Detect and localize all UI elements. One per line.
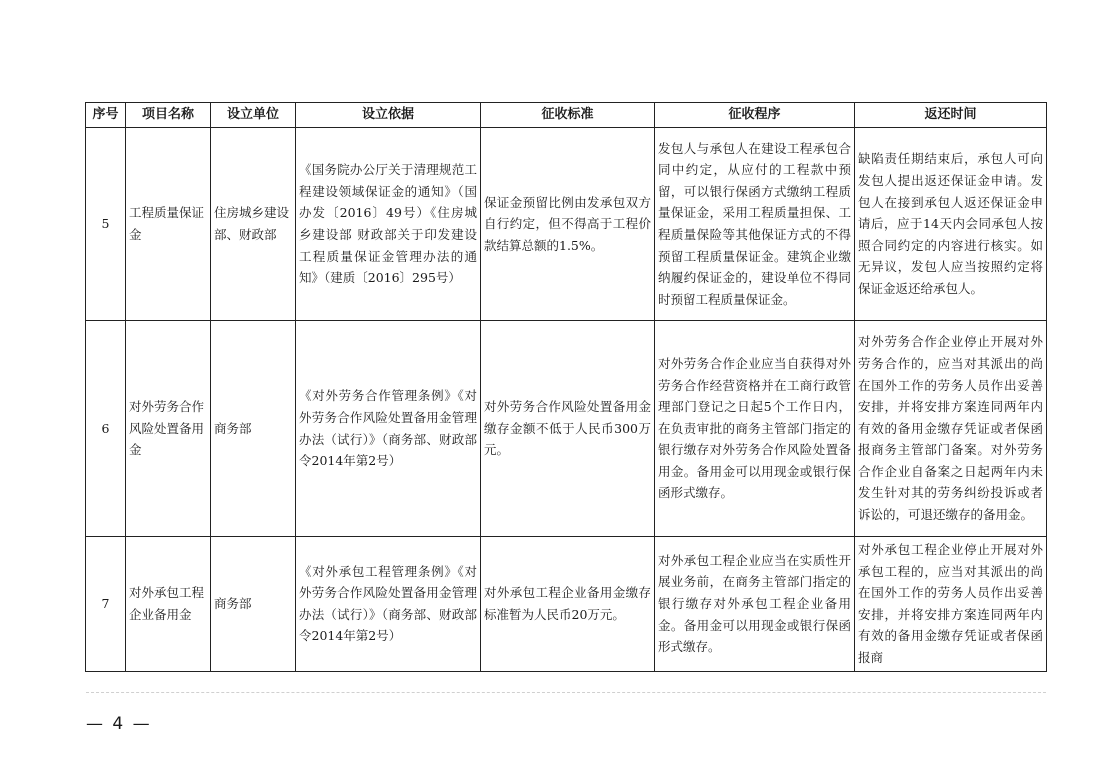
header-name: 项目名称 [126,103,211,128]
cell-procedure: 发包人与承包人在建设工程承包合同中约定，从应付的工程款中预留，可以银行保函方式缴纳工程质量保证金，采用工程质量担保、工程质量保险等其他保证方式的不得预留工程质量保证金。建筑企业缴纳履约保证金的，建设单位不得同时预留工程质量保证金。 [655,128,855,321]
cell-no: 7 [86,537,126,672]
cell-no: 6 [86,321,126,537]
header-procedure: 征收程序 [655,103,855,128]
cell-return-time: 对外承包工程企业停止开展对外承包工程的，应当对其派出的尚在国外工作的劳务人员作出妥善安排，并将安排方案连同两年内有效的备用金缴存凭证或者保函报商 [855,537,1047,672]
cell-unit: 住房城乡建设部、财政部 [211,128,296,321]
cell-return-time: 对外劳务合作企业停止开展对外劳务合作的，应当对其派出的尚在国外工作的劳务人员作出妥善安排，并将安排方案连同两年内有效的备用金缴存凭证或者保函报商务主管部门备案。对外劳务合作企业自备案之日起两年内未发生针对其的劳务纠纷投诉或者诉讼的，可退还缴存的备用金。 [855,321,1047,537]
cell-procedure: 对外承包工程企业应当在实质性开展业务前，在商务主管部门指定的银行缴存对外承包工程企业备用金。备用金可以用现金或银行保函形式缴存。 [655,537,855,672]
cell-basis: 《对外承包工程管理条例》《对外劳务合作风险处置备用金管理办法（试行）》（商务部、财政部令2014年第2号） [296,537,481,672]
header-basis: 设立依据 [296,103,481,128]
header-standard: 征收标准 [481,103,655,128]
page-number: — 4 — [86,714,152,734]
cell-standard: 保证金预留比例由发承包双方自行约定，但不得高于工程价款结算总额的1.5%。 [481,128,655,321]
cell-unit: 商务部 [211,537,296,672]
cell-no: 5 [86,128,126,321]
fee-table [85,102,1047,672]
cell-name: 工程质量保证金 [126,128,211,321]
header-return-time: 返还时间 [855,103,1047,128]
page-bottom-divider [86,692,1046,693]
cell-standard: 对外劳务合作风险处置备用金缴存金额不低于人民币300万元。 [481,321,655,537]
cell-unit: 商务部 [211,321,296,537]
header-no: 序号 [86,103,126,128]
cell-basis: 《对外劳务合作管理条例》《对外劳务合作风险处置备用金管理办法（试行）》（商务部、财政部令2014年第2号） [296,321,481,537]
table-row [86,321,1047,537]
header-unit: 设立单位 [211,103,296,128]
cell-standard: 对外承包工程企业备用金缴存标准暂为人民币20万元。 [481,537,655,672]
table-row [86,128,1047,321]
cell-return-time: 缺陷责任期结束后，承包人可向发包人提出返还保证金申请。发包人在接到承包人返还保证金申请后，应于14天内会同承包人按照合同约定的内容进行核实。如无异议，发包人应当按照约定将保证金返还给承包人。 [855,128,1047,321]
cell-name: 对外劳务合作风险处置备用金 [126,321,211,537]
cell-procedure: 对外劳务合作企业应当自获得对外劳务合作经营资格并在工商行政管理部门登记之日起5个工作日内，在负责审批的商务主管部门指定的银行缴存对外劳务合作风险处置备用金。备用金可以用现金或银行保函形式缴存。 [655,321,855,537]
table-header-row [86,103,1047,128]
table-row [86,537,1047,672]
cell-name: 对外承包工程企业备用金 [126,537,211,672]
cell-basis: 《国务院办公厅关于清理规范工程建设领域保证金的通知》（国办发〔2016〕49号）《住房城乡建设部 财政部关于印发建设工程质量保证金管理办法的通知》（建质〔2016〕295号） [296,128,481,321]
